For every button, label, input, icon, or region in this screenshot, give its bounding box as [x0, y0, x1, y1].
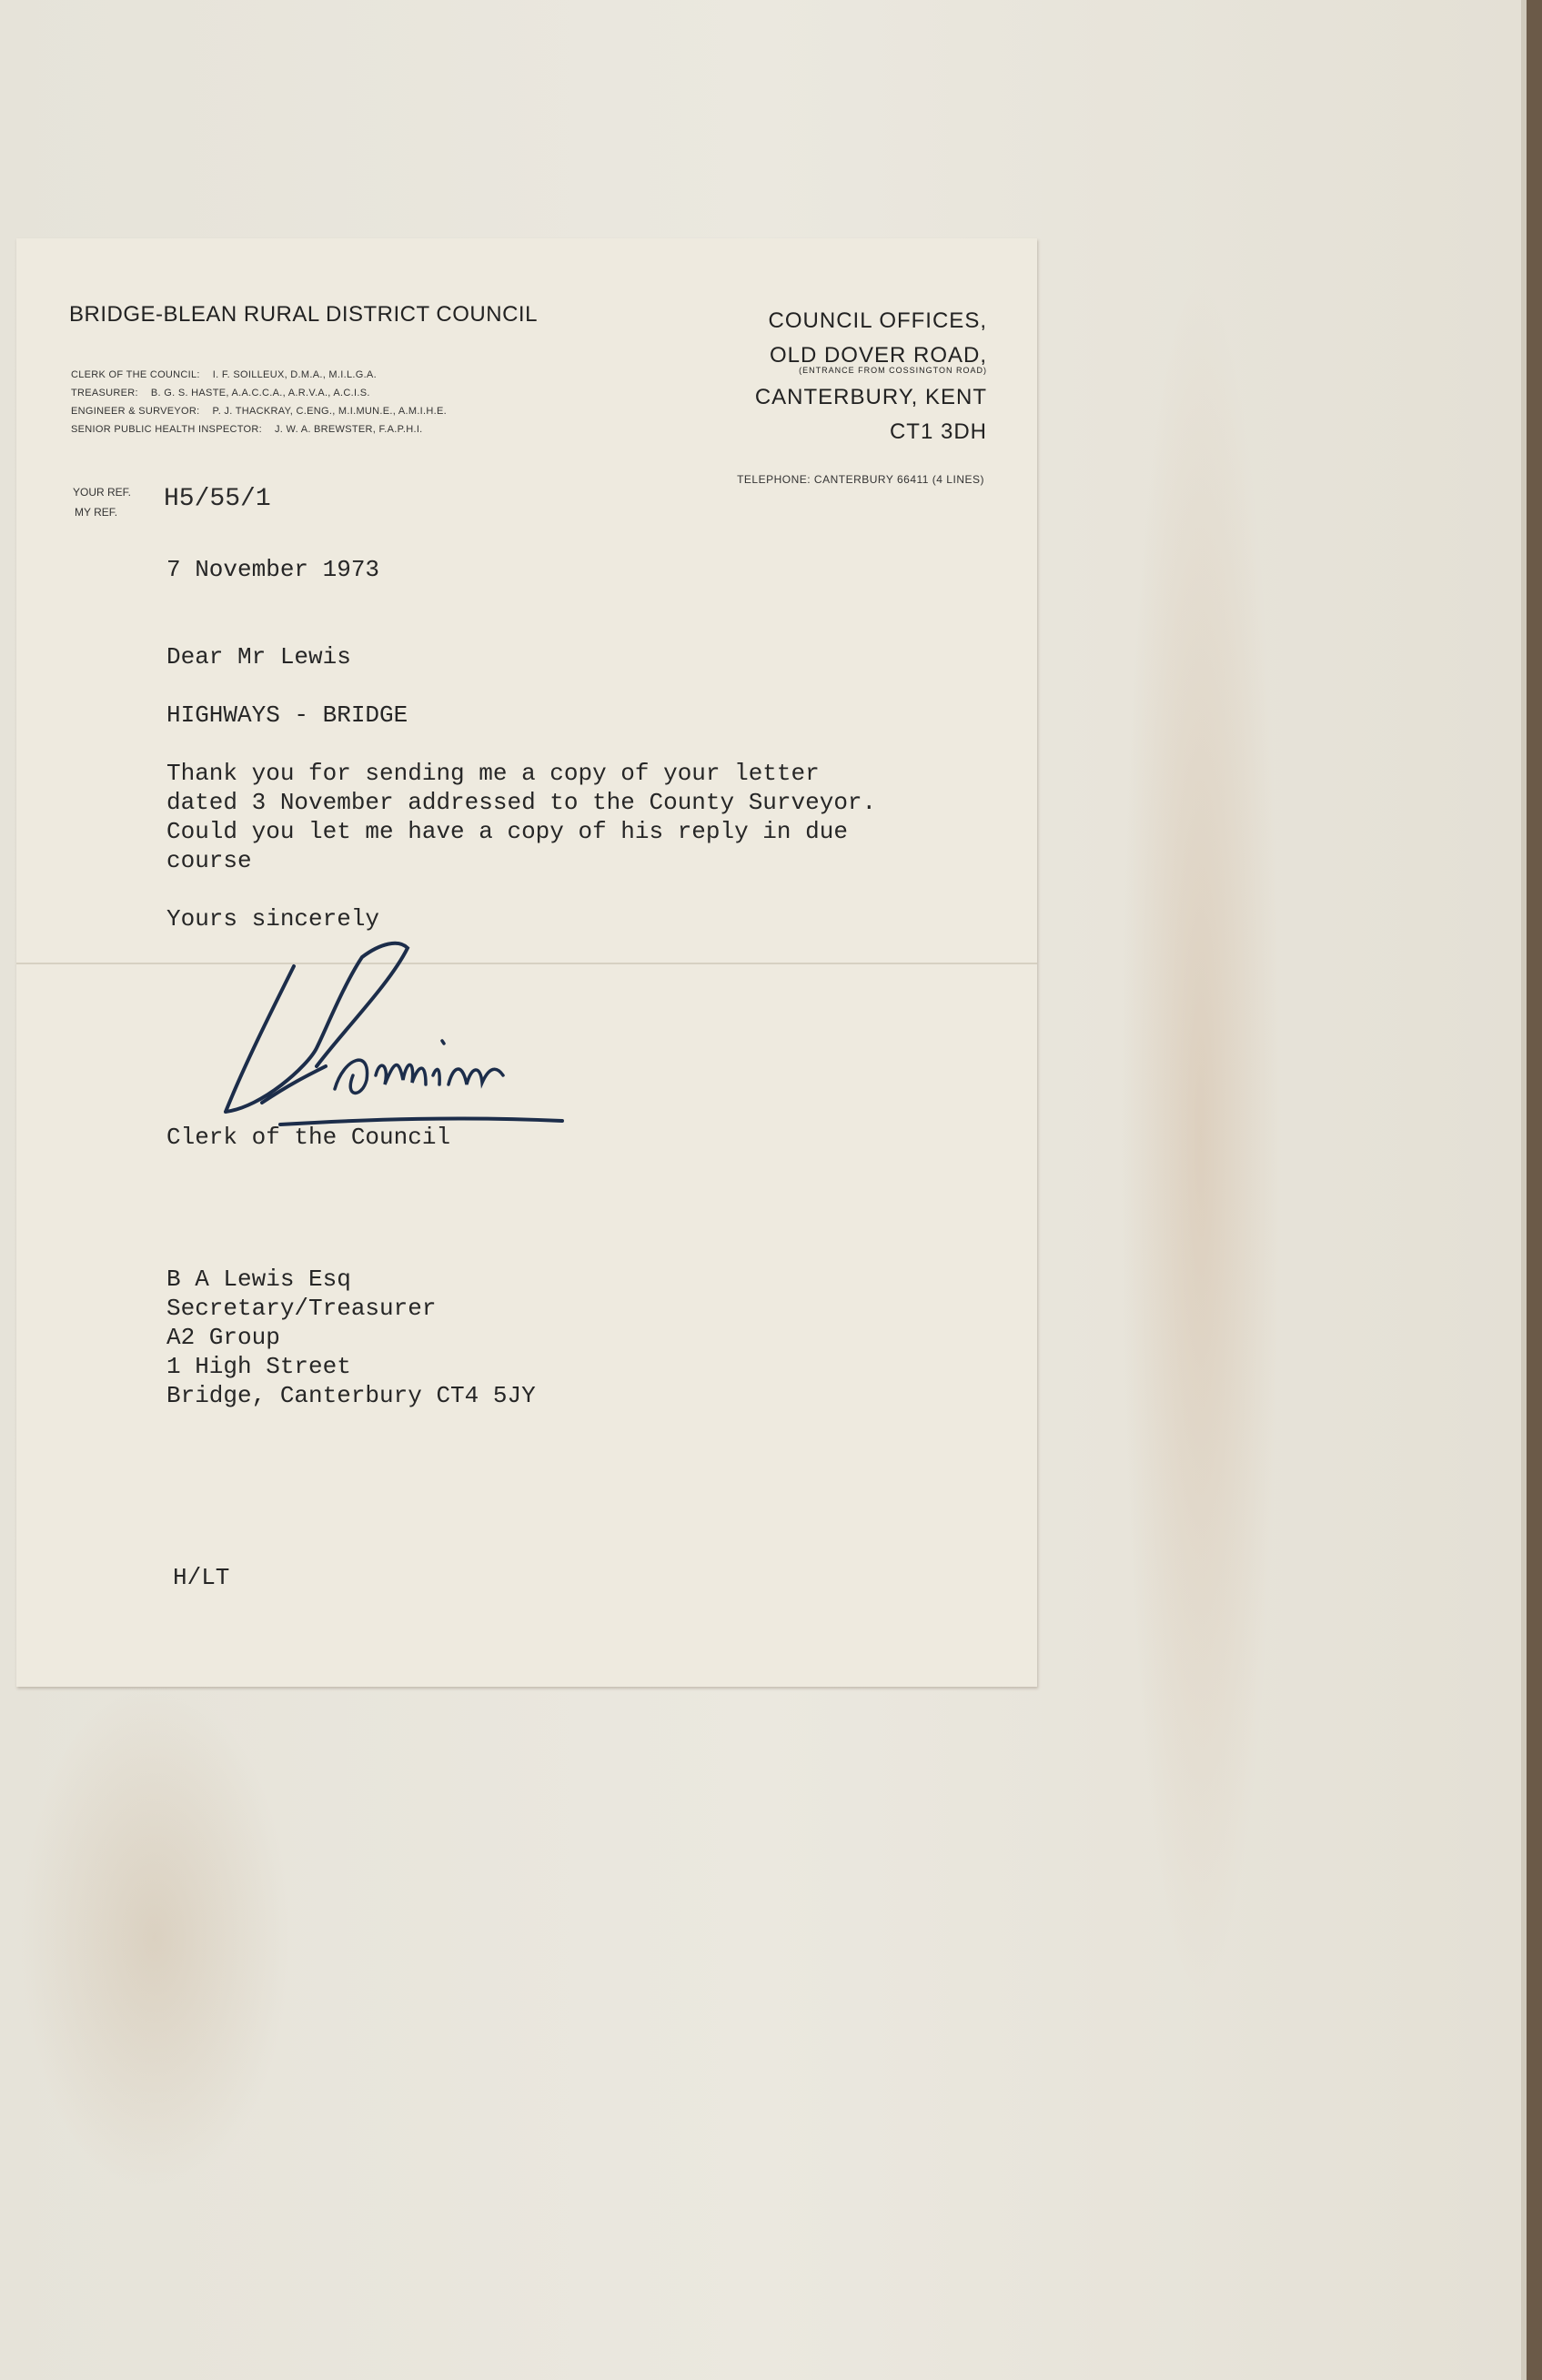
- reference-initials: H/LT: [173, 1564, 230, 1591]
- recipient-line: 1 High Street: [166, 1353, 351, 1380]
- closing: Yours sincerely: [166, 905, 380, 933]
- address-postcode: CT1 3DH: [889, 419, 987, 444]
- your-ref-label: YOUR REF.: [73, 486, 132, 499]
- officer-treasurer: TREASURER: B. G. S. HASTE, A.A.C.C.A., A.R.V.A., A.C.I.S.: [71, 388, 370, 398]
- address-line-3: CANTERBURY, KENT: [754, 385, 987, 409]
- council-name: BRIDGE-BLEAN RURAL DISTRICT COUNCIL: [69, 302, 538, 327]
- address-line-2: OLD DOVER ROAD,: [769, 343, 987, 368]
- subject-line: HIGHWAYS - BRIDGE: [166, 701, 408, 729]
- letter-sheet: [16, 238, 1037, 1687]
- handwritten-signature: [207, 930, 590, 1139]
- recipient-line: A2 Group: [166, 1324, 280, 1351]
- officers-list: [71, 366, 447, 439]
- address-line-1: COUNCIL OFFICES,: [768, 308, 987, 333]
- address-entrance-note: (ENTRANCE FROM COSSINGTON ROAD): [799, 366, 987, 375]
- salutation: Dear Mr Lewis: [166, 643, 351, 671]
- recipient-line: B A Lewis Esq: [166, 1266, 351, 1293]
- council-address: [755, 304, 987, 449]
- body-line: dated 3 November addressed to the County Surveyor.: [166, 789, 877, 816]
- officer-health-inspector: SENIOR PUBLIC HEALTH INSPECTOR: J. W. A. BREWSTER, F.A.P.H.I.: [71, 424, 423, 435]
- recipient-line: Secretary/Treasurer: [166, 1295, 437, 1322]
- telephone: TELEPHONE: CANTERBURY 66411 (4 LINES): [737, 473, 984, 486]
- officer-engineer: ENGINEER & SURVEYOR: P. J. THACKRAY, C.ENG., M.I.MUN.E., A.M.I.H.E.: [71, 406, 447, 417]
- officer-clerk: CLERK OF THE COUNCIL: I. F. SOILLEUX, D.M.A., M.I.L.G.A.: [71, 369, 377, 380]
- body-line: course: [166, 847, 252, 874]
- body-line: Could you let me have a copy of his reply in due: [166, 818, 848, 845]
- signatory-title: Clerk of the Council: [166, 1124, 451, 1151]
- my-ref-value: H5/55/1: [164, 485, 271, 513]
- my-ref-label: MY REF.: [75, 506, 118, 519]
- recipient-line: Bridge, Canterbury CT4 5JY: [166, 1382, 536, 1409]
- body-line: Thank you for sending me a copy of your letter: [166, 760, 820, 787]
- reference-block: [73, 482, 271, 522]
- letter-date: 7 November 1973: [166, 556, 380, 583]
